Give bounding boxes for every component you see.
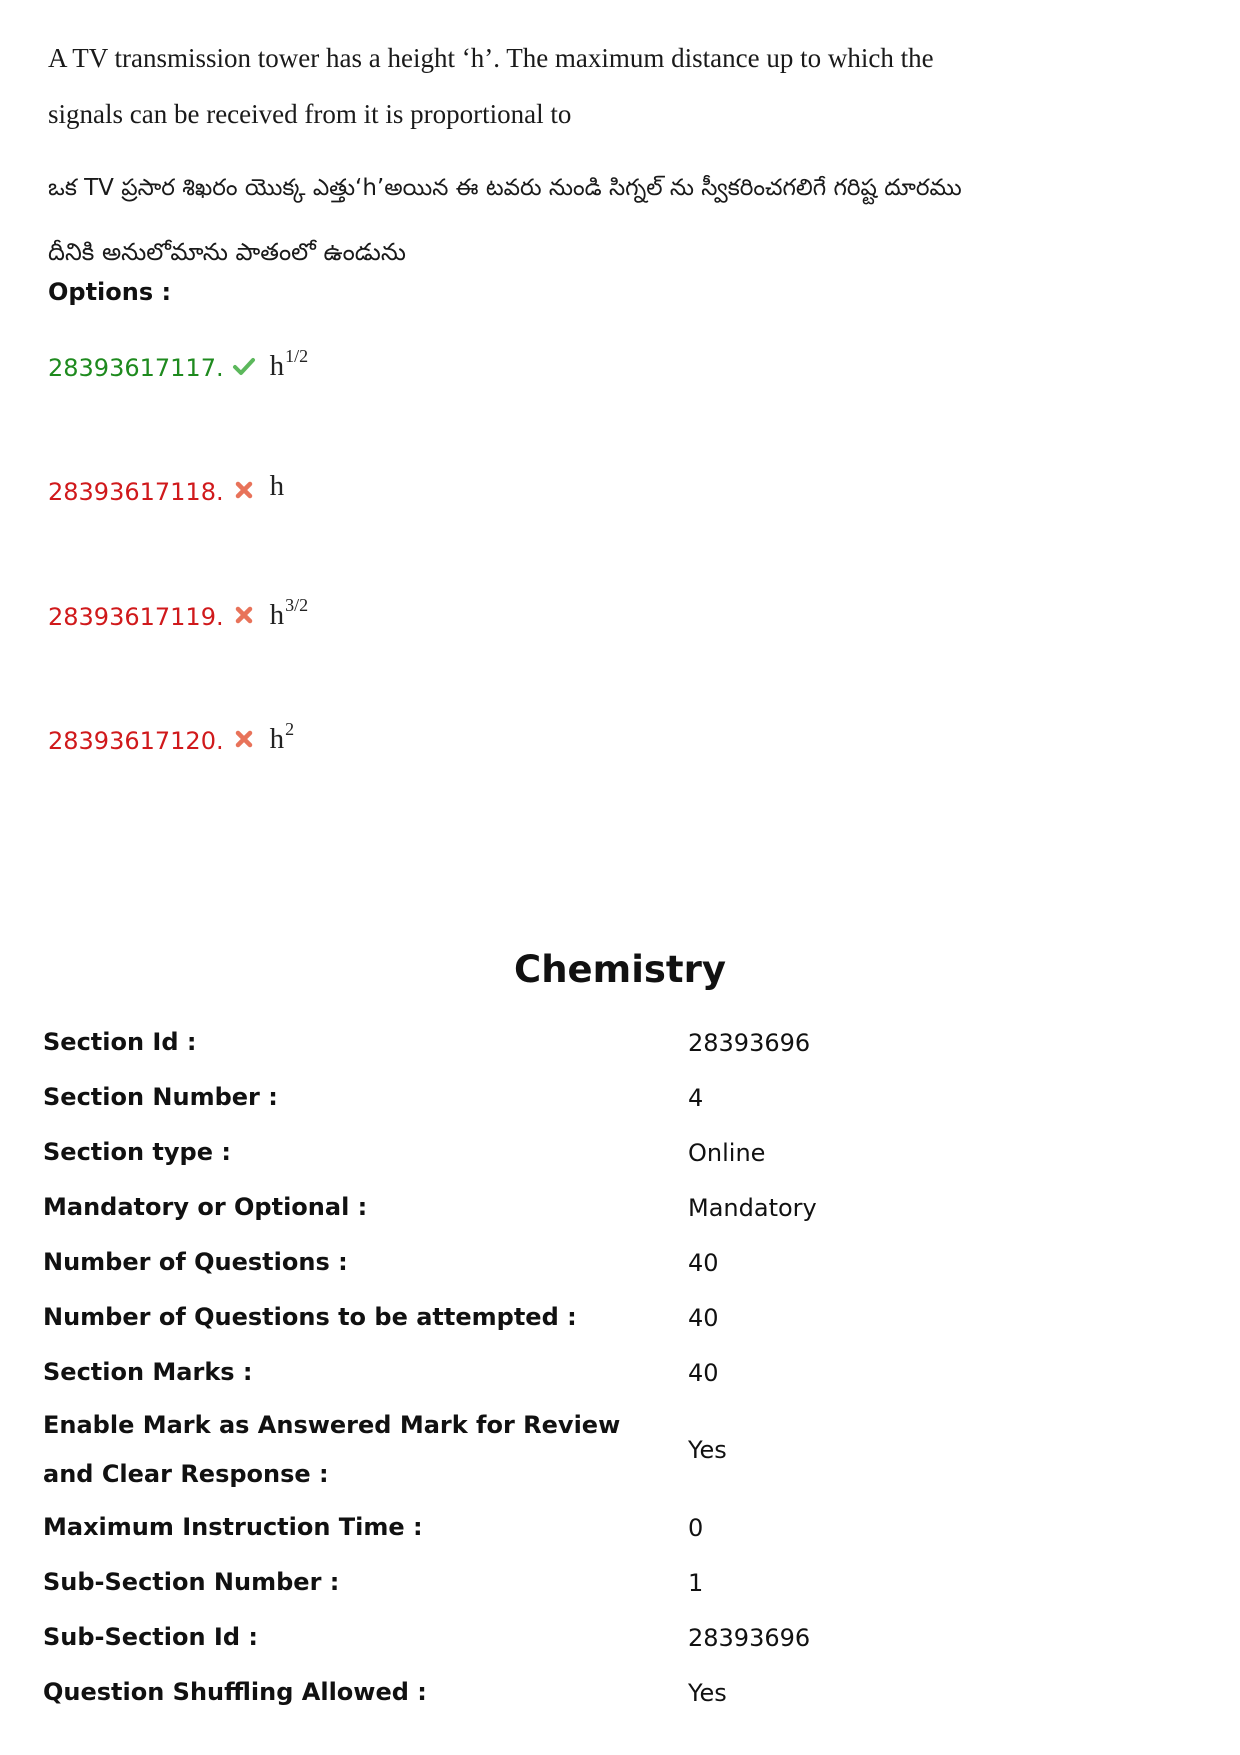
- option-id: 28393617117.: [48, 354, 224, 382]
- info-value: 40: [688, 1358, 719, 1387]
- option-base: h: [269, 350, 285, 382]
- option-id: 28393617119.: [48, 603, 224, 631]
- option-base: h: [269, 723, 285, 755]
- info-value: 0: [688, 1513, 704, 1542]
- info-row: [43, 1400, 1193, 1500]
- question-english-line-1: A TV transmission tower has a height ‘h’. The maximum distance up to which the: [48, 43, 934, 73]
- option-exponent: 2: [285, 719, 295, 739]
- info-row: [43, 1290, 1193, 1345]
- info-row: [43, 1500, 1193, 1555]
- info-value: Yes: [688, 1678, 727, 1707]
- options-label: Options :: [48, 278, 172, 306]
- info-value: Online: [688, 1138, 766, 1167]
- cross-icon: [232, 478, 256, 502]
- section-info-table: [43, 1015, 1193, 1720]
- check-icon: [232, 354, 256, 378]
- option-item: [48, 589, 308, 639]
- info-value: 40: [688, 1248, 719, 1277]
- cross-icon: [232, 603, 256, 627]
- info-value: 1: [688, 1568, 704, 1597]
- option-item: [48, 713, 294, 763]
- info-label: Sub-Section Id :: [43, 1623, 258, 1651]
- option-base: h: [269, 470, 285, 502]
- info-value: 40: [688, 1303, 719, 1332]
- info-label: Number of Questions :: [43, 1248, 348, 1276]
- info-row: [43, 1235, 1193, 1290]
- question-text-english: [48, 30, 948, 142]
- info-label: Enable Mark as Answered Mark for Review and Clear Response :: [43, 1411, 621, 1488]
- question-text-telugu: [48, 156, 1008, 284]
- info-label: Section Id :: [43, 1028, 197, 1056]
- option-id: 28393617118.: [48, 478, 224, 506]
- info-row: [43, 1610, 1193, 1665]
- info-label: Section Number :: [43, 1083, 278, 1111]
- info-value: Mandatory: [688, 1193, 817, 1222]
- option-text: [270, 346, 309, 383]
- info-row: [43, 1345, 1193, 1400]
- option-text: [270, 470, 285, 503]
- info-label: Question Shuffling Allowed :: [43, 1678, 427, 1706]
- info-label: Section Marks :: [43, 1358, 253, 1386]
- info-label: Mandatory or Optional :: [43, 1193, 368, 1221]
- option-exponent: 1/2: [285, 346, 309, 366]
- info-row: [43, 1015, 1193, 1070]
- question-telugu-line-2: దీనికి అనులోమాను పాతంలో ఉండును: [48, 238, 406, 266]
- option-item: [48, 340, 308, 390]
- option-exponent: 3/2: [285, 595, 309, 615]
- option-text: [270, 595, 309, 632]
- info-value: 28393696: [688, 1623, 811, 1652]
- info-row: [43, 1555, 1193, 1610]
- info-row: [43, 1180, 1193, 1235]
- info-value: 4: [688, 1083, 704, 1112]
- option-text: [270, 719, 295, 756]
- info-label: Section type :: [43, 1138, 231, 1166]
- info-value: Yes: [688, 1436, 727, 1464]
- option-id: 28393617120.: [48, 727, 224, 755]
- info-label: Maximum Instruction Time :: [43, 1513, 423, 1541]
- info-row: [43, 1070, 1193, 1125]
- info-row: [43, 1665, 1193, 1720]
- info-label: Sub-Section Number :: [43, 1568, 340, 1596]
- question-telugu-line-1: ఒక TV ప్రసార శిఖరం యొక్క ఎత్తు‘h’అయిన ఈ టవరు నుండి సిగ్నల్ ను స్వీకరించగలిగే గరిష్ట దూరము: [48, 175, 962, 201]
- question-english-line-2: signals can be received from it is proportional to: [48, 99, 572, 129]
- info-label: Number of Questions to be attempted :: [43, 1303, 577, 1331]
- info-value: 28393696: [688, 1028, 811, 1057]
- info-row: [43, 1125, 1193, 1180]
- option-item: [48, 464, 284, 514]
- option-base: h: [269, 599, 285, 631]
- section-title: Chemistry: [514, 948, 726, 991]
- cross-icon: [232, 727, 256, 751]
